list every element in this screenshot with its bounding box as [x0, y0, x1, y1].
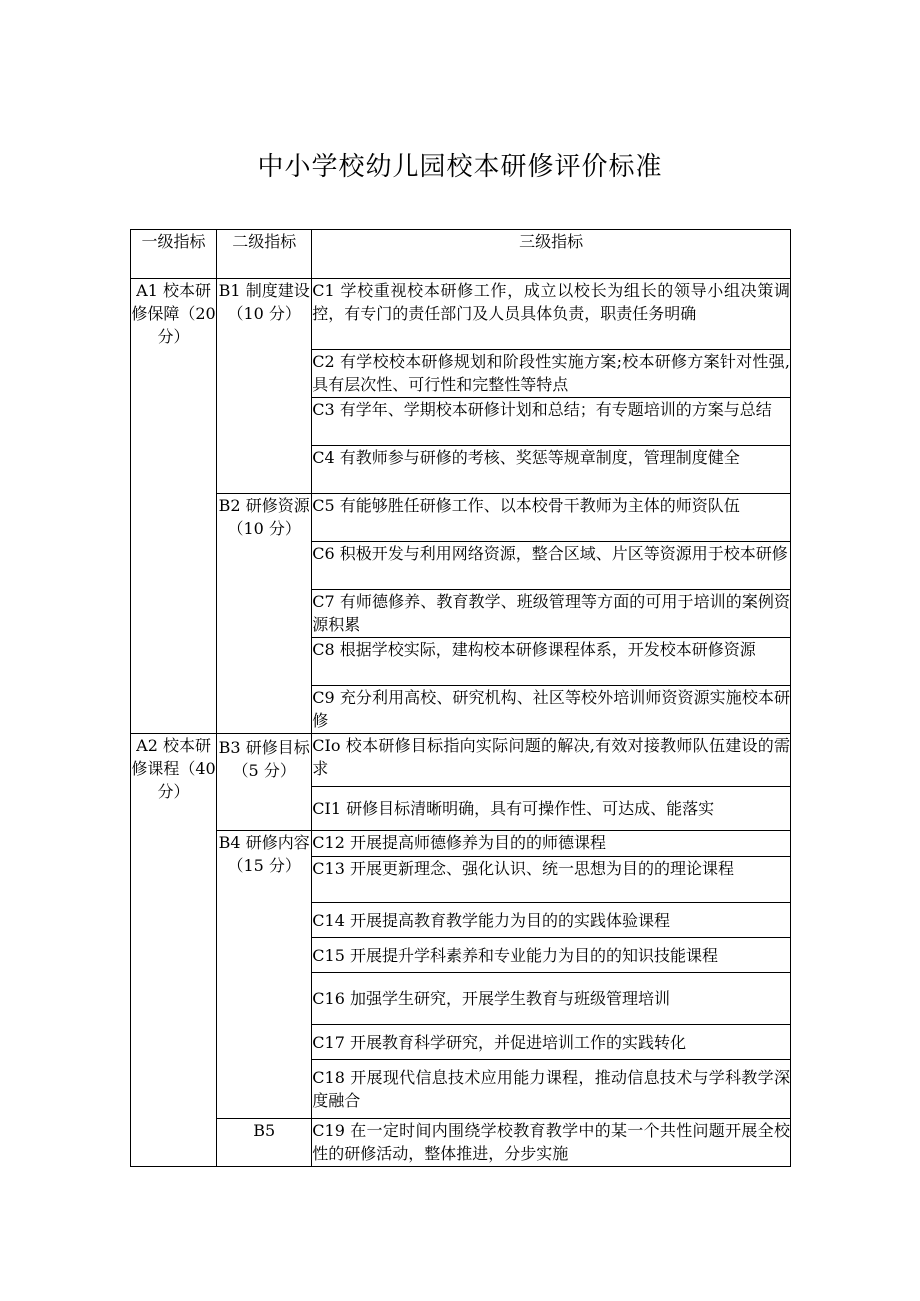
level3-c6: C6 积极开发与利用网络资源，整合区域、片区等资源用于校本研修 — [312, 542, 791, 590]
level1-a2: A2 校本研修课程（40 分） — [131, 734, 217, 1167]
level3-c1: C1 学校重视校本研修工作，成立以校长为组长的领导小组决策调控，有专门的责任部门及人员具体负责，职责任务明确 — [312, 279, 791, 350]
level3-c18: C18 开展现代信息技术应用能力课程，推动信息技术与学科教学深度融合 — [312, 1060, 791, 1119]
level3-c15: C15 开展提升学科素养和专业能力为目的的知识技能课程 — [312, 938, 791, 973]
level3-c14: C14 开展提高教育教学能力为目的的实践体验课程 — [312, 903, 791, 938]
evaluation-standards-table — [130, 229, 791, 1167]
level3-c16: C16 加强学生研究，开展学生教育与班级管理培训 — [312, 973, 791, 1025]
header-level1: 一级指标 — [131, 230, 217, 279]
level3-c9: C9 充分利用高校、研究机构、社区等校外培训师资资源实施校本研修 — [312, 686, 791, 734]
level3-c10: CIo 校本研修目标指向实际问题的解决,有效对接教师队伍建设的需求 — [312, 734, 791, 787]
table-row — [131, 279, 791, 350]
level3-c13: C13 开展更新理念、强化认识、统一思想为目的的理论课程 — [312, 857, 791, 903]
page-title: 中小学校幼儿园校本研修评价标准 — [257, 152, 663, 182]
table-row — [131, 494, 791, 542]
level3-c17: C17 开展教育科学研究，并促进培训工作的实践转化 — [312, 1025, 791, 1060]
level3-c4: C4 有教师参与研修的考核、奖惩等规章制度，管理制度健全 — [312, 446, 791, 494]
table-row — [131, 1119, 791, 1167]
level2-b5: B5 — [217, 1119, 312, 1167]
level3-c5: C5 有能够胜任研修工作、以本校骨干教师为主体的师资队伍 — [312, 494, 791, 542]
level2-b1: B1 制度建设（10 分） — [217, 279, 312, 494]
level2-b2: B2 研修资源（10 分） — [217, 494, 312, 734]
level2-b4: B4 研修内容（15 分） — [217, 831, 312, 1119]
level3-c3: C3 有学年、学期校本研修计划和总结；有专题培训的方案与总结 — [312, 398, 791, 446]
level1-a1: A1 校本研修保障（20 分） — [131, 279, 217, 734]
level3-c7: C7 有师德修养、教育教学、班级管理等方面的可用于培训的案例资源积累 — [312, 590, 791, 638]
level3-c12: C12 开展提高师德修养为目的的师德课程 — [312, 831, 791, 857]
header-level3: 三级指标 — [312, 230, 791, 279]
level3-c19: C19 在一定时间内围绕学校教育教学中的某一个共性问题开展全校性的研修活动，整体推进，分步实施 — [312, 1119, 791, 1167]
table-row — [131, 734, 791, 787]
level3-c2: C2 有学校校本研修规划和阶段性实施方案;校本研修方案针对性强,具有层次性、可行性和完整性等特点 — [312, 350, 791, 398]
table-header-row — [131, 230, 791, 279]
header-level2: 二级指标 — [217, 230, 312, 279]
level2-b3: B3 研修目标（5 分） — [217, 734, 312, 831]
level3-c8: C8 根据学校实际，建构校本研修课程体系，开发校本研修资源 — [312, 638, 791, 686]
table-row — [131, 831, 791, 857]
level3-c11: CI1 研修目标清晰明确，具有可操作性、可达成、能落实 — [312, 787, 791, 831]
